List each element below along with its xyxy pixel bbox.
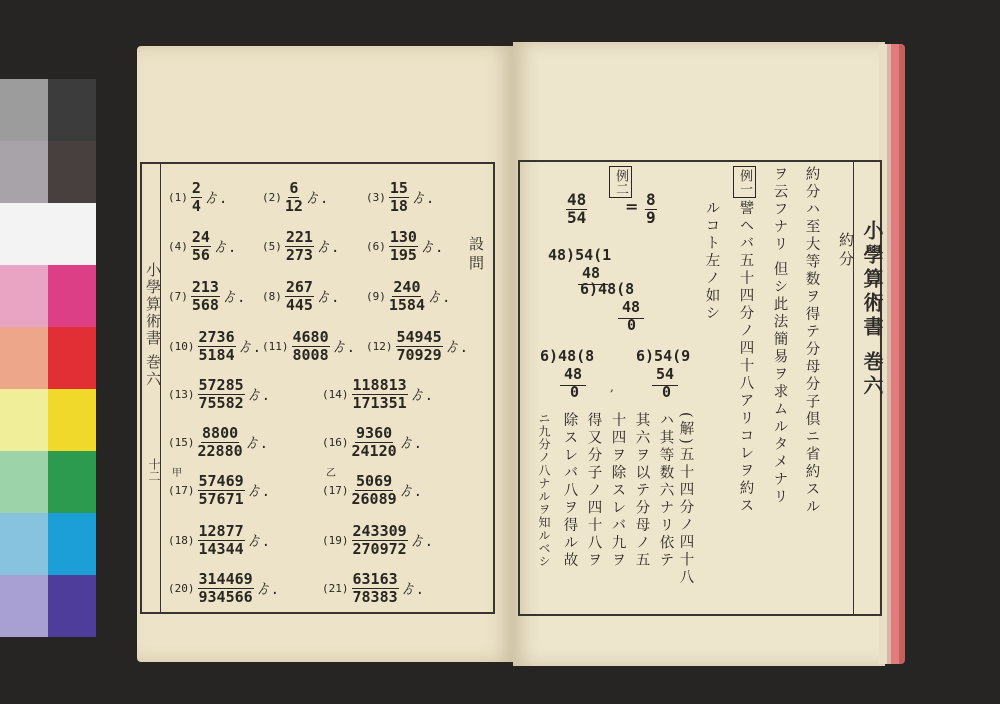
problem-item <box>366 181 434 214</box>
problem-number: (11) <box>262 340 289 353</box>
fraction-numerator: 57285 <box>198 376 244 394</box>
problem-mark: ゟ. <box>256 581 280 598</box>
problem-fraction <box>198 572 254 605</box>
problem-number: (10) <box>168 340 195 353</box>
problem-item <box>168 230 236 263</box>
problem-item <box>322 426 422 459</box>
problem-item <box>322 572 424 605</box>
fraction-numerator: 63163 <box>352 570 398 588</box>
problem-number: (16) <box>322 436 349 449</box>
problem-fraction <box>198 474 245 507</box>
fraction-numerator: 130 <box>389 228 417 246</box>
fraction-denominator: 445 <box>285 296 313 314</box>
problem-fraction <box>389 280 425 313</box>
fraction-numerator: 213 <box>191 278 219 296</box>
color-swatch <box>48 389 96 451</box>
color-swatch <box>0 203 48 265</box>
problem-item <box>168 181 227 214</box>
problem-number: (9) <box>366 290 386 303</box>
fraction-denominator: 26089 <box>351 490 397 508</box>
problem-number: (13) <box>168 388 195 401</box>
problem-item <box>168 378 270 411</box>
fraction-denominator: 57671 <box>198 490 244 508</box>
problem-mark: ゟ. <box>305 190 329 207</box>
problem-mark: ゟ. <box>401 581 425 598</box>
problem-mark: ゟ. <box>247 387 271 404</box>
division-a-line-2: 48 <box>564 365 583 383</box>
problem-mark: ゟ. <box>316 289 340 306</box>
fraction-numerator: 12877 <box>198 522 244 540</box>
fraction-denominator: 75582 <box>198 394 244 412</box>
problem-item <box>366 280 450 313</box>
fraction-denominator: 70929 <box>396 346 442 364</box>
problem-fraction <box>352 572 399 605</box>
fraction-denominator: 56 <box>191 246 210 264</box>
text-column-3: 譬ヘバ五十四分ノ四十八アリコレヲ約ス <box>737 200 754 515</box>
example-equals: = <box>625 197 639 216</box>
division-line-4: 48 <box>622 298 641 316</box>
problem-mark: ゟ. <box>399 435 423 452</box>
problem-fraction <box>191 181 202 214</box>
problem-item <box>322 378 433 411</box>
problem-item <box>262 280 339 313</box>
color-swatch <box>0 141 48 203</box>
fraction-denominator: 568 <box>191 296 219 314</box>
left-margin-title: 小學算術書 巻六 <box>144 262 162 388</box>
division-line-3: 6)48(8 <box>580 280 635 298</box>
problem-fraction <box>285 230 314 263</box>
problem-number: (18) <box>168 534 195 547</box>
color-swatch <box>0 79 48 141</box>
division-separator: , <box>610 380 614 394</box>
color-swatch <box>0 265 48 327</box>
fraction-numerator: 9360 <box>356 424 393 442</box>
fraction-numerator: 243309 <box>352 522 407 540</box>
fraction-numerator: 54945 <box>396 328 442 346</box>
problem-mark: ゟ. <box>204 190 228 207</box>
problem-number: (21) <box>322 582 349 595</box>
color-swatch <box>48 203 96 265</box>
color-swatch <box>0 327 48 389</box>
color-swatch <box>0 575 48 637</box>
problem-sub-label: 乙 <box>326 468 336 479</box>
division-line-1: 48)54(1 <box>548 246 612 264</box>
problem-fraction <box>198 524 245 557</box>
section-label-reduction: 約分 <box>837 232 855 270</box>
fraction-denominator: 5184 <box>198 346 235 364</box>
fraction-denominator: 934566 <box>198 588 253 606</box>
fraction-numerator: 240 <box>393 278 421 296</box>
fraction-numerator: 221 <box>285 228 313 246</box>
text-column-2: ヲ云フナリ 但シ此法簡易ヲ求ムルタメナリ <box>771 166 788 507</box>
left-page-number: 十二 <box>147 458 161 482</box>
fraction-numerator: 5069 <box>356 472 393 490</box>
color-swatch <box>48 79 96 141</box>
problem-fraction <box>285 280 314 313</box>
problem-number: (19) <box>322 534 349 547</box>
problem-mark: ゟ. <box>238 339 262 356</box>
text-column-4: ルコト左ノ如シ <box>703 200 720 323</box>
fraction-numerator: 6 <box>289 179 299 197</box>
text-column-1: 約分ハ至大等数ヲ得テ分母分子倶ニ省約スル <box>803 166 820 516</box>
problem-fraction <box>191 280 220 313</box>
problem-item <box>168 330 261 363</box>
color-swatch <box>48 141 96 203</box>
example-denominator: 54 <box>567 207 587 227</box>
section-label-questions: 設問 <box>467 236 485 274</box>
solution-column-6: 除スレバ八ヲ得ル故 <box>561 412 578 570</box>
fraction-numerator: 267 <box>285 278 313 296</box>
fraction-denominator: 1584 <box>388 296 425 314</box>
example-result-denominator: 9 <box>646 207 656 227</box>
running-title: 小學算術書 巻六 <box>860 220 884 399</box>
problem-mark: ゟ. <box>399 483 423 500</box>
problem-mark: ゟ. <box>213 239 237 256</box>
problem-item <box>262 230 339 263</box>
fraction-denominator: 195 <box>389 246 417 264</box>
problem-number: (6) <box>366 240 386 253</box>
color-swatch <box>48 575 96 637</box>
problem-item <box>168 468 271 508</box>
problem-mark: ゟ. <box>245 435 269 452</box>
fraction-denominator: 24120 <box>351 442 397 460</box>
problem-number: (2) <box>262 191 282 204</box>
problem-fraction <box>352 378 408 411</box>
problem-mark: ゟ. <box>411 190 435 207</box>
division-b-line-3: 0 <box>662 383 672 401</box>
problem-item <box>168 426 268 459</box>
problem-mark: ゟ. <box>316 239 340 256</box>
division-a-line-1: 6)48(8 <box>540 347 595 365</box>
problem-fraction <box>292 330 330 363</box>
division-line-2: 48 <box>582 264 601 282</box>
problem-fraction <box>285 181 303 214</box>
problem-number: (17) <box>168 484 195 497</box>
solution-column-3: 其六ヲ以テ分母ノ五 <box>633 412 650 570</box>
problem-item <box>366 230 443 263</box>
fraction-numerator: 314469 <box>198 570 253 588</box>
problem-mark: ゟ. <box>247 533 271 550</box>
division-b-line-1: 6)54(9 <box>636 347 691 365</box>
problem-mark: ゟ. <box>222 289 246 306</box>
problem-fraction <box>352 524 408 557</box>
fraction-numerator: 15 <box>389 179 408 197</box>
problem-item <box>262 330 355 363</box>
color-swatch <box>0 451 48 513</box>
color-swatch <box>0 513 48 575</box>
color-swatch <box>48 451 96 513</box>
problem-mark: ゟ. <box>428 289 451 306</box>
problem-number: (4) <box>168 240 188 253</box>
problem-fraction <box>352 426 397 459</box>
division-line-5: 0 <box>627 316 637 334</box>
problem-number: (7) <box>168 290 188 303</box>
fraction-denominator: 12 <box>284 197 303 215</box>
problem-number: (15) <box>168 436 195 449</box>
problem-number: (14) <box>322 388 349 401</box>
color-swatch <box>0 389 48 451</box>
problem-mark: ゟ. <box>410 533 434 550</box>
problem-mark: ゟ. <box>247 483 271 500</box>
problem-number: (20) <box>168 582 195 595</box>
division-b-line-2: 54 <box>656 365 675 383</box>
problem-item <box>168 572 279 605</box>
color-swatch <box>48 513 96 575</box>
fraction-numerator: 57469 <box>198 472 244 490</box>
problem-number: (12) <box>366 340 393 353</box>
color-swatch <box>48 265 96 327</box>
fraction-numerator: 2 <box>191 179 201 197</box>
solution-column-2: ハ其等数六ナリ依テ <box>657 412 674 570</box>
problem-sub-label: 甲 <box>172 468 182 479</box>
fraction-denominator: 8008 <box>292 346 329 364</box>
fraction-denominator: 14344 <box>198 540 244 558</box>
problem-fraction <box>198 378 245 411</box>
problem-mark: ゟ. <box>445 339 469 356</box>
problem-fraction <box>396 330 443 363</box>
fraction-denominator: 270972 <box>352 540 407 558</box>
example-2-tag: 例二 <box>609 166 632 198</box>
problem-item <box>366 330 468 363</box>
fraction-denominator: 171351 <box>352 394 407 412</box>
fraction-numerator: 118813 <box>352 376 407 394</box>
problem-number: (1) <box>168 191 188 204</box>
problem-fraction <box>198 330 236 363</box>
example-fraction-left <box>566 192 587 227</box>
fraction-numerator: 4680 <box>292 328 329 346</box>
fraction-denominator: 18 <box>389 197 408 215</box>
example-1-tag: 例一 <box>733 166 756 198</box>
fraction-denominator: 22880 <box>197 442 243 460</box>
problem-fraction <box>389 230 418 263</box>
fraction-numerator: 8800 <box>202 424 239 442</box>
problem-mark: ゟ. <box>332 339 356 356</box>
problem-fraction <box>389 181 409 214</box>
division-a-line-3: 0 <box>570 383 580 401</box>
solution-column-4: 十四ヲ除スレバ九ヲ <box>609 412 626 570</box>
solution-column-7: ニ九分ノ八ナルヲ知ルベシ <box>537 412 551 568</box>
problem-mark: ゟ. <box>420 239 444 256</box>
problem-fraction <box>191 230 211 263</box>
fraction-numerator: 2736 <box>198 328 235 346</box>
solution-column-1: (解)五十四分ノ四十八 <box>677 412 694 587</box>
fraction-numerator: 24 <box>191 228 210 246</box>
problem-number: (3) <box>366 191 386 204</box>
fraction-denominator: 78383 <box>352 588 398 606</box>
color-swatch <box>48 327 96 389</box>
solution-column-5: 得又分子ノ四十八ヲ <box>585 412 602 570</box>
problem-item <box>168 524 270 557</box>
example-fraction-right <box>645 192 657 227</box>
example-result-numerator: 8 <box>646 190 656 209</box>
problem-mark: ゟ. <box>410 387 434 404</box>
fraction-denominator: 273 <box>285 246 313 264</box>
problem-number: (8) <box>262 290 282 303</box>
problem-fraction <box>352 474 397 507</box>
problem-number: (5) <box>262 240 282 253</box>
problem-item <box>322 524 433 557</box>
color-calibration-card <box>0 79 96 639</box>
problem-item <box>262 181 328 214</box>
fraction-denominator: 4 <box>191 197 201 215</box>
problem-number: (17) <box>322 484 349 497</box>
problem-item <box>168 280 245 313</box>
problem-item <box>322 468 423 508</box>
example-numerator: 48 <box>567 190 587 209</box>
problem-fraction <box>198 426 243 459</box>
